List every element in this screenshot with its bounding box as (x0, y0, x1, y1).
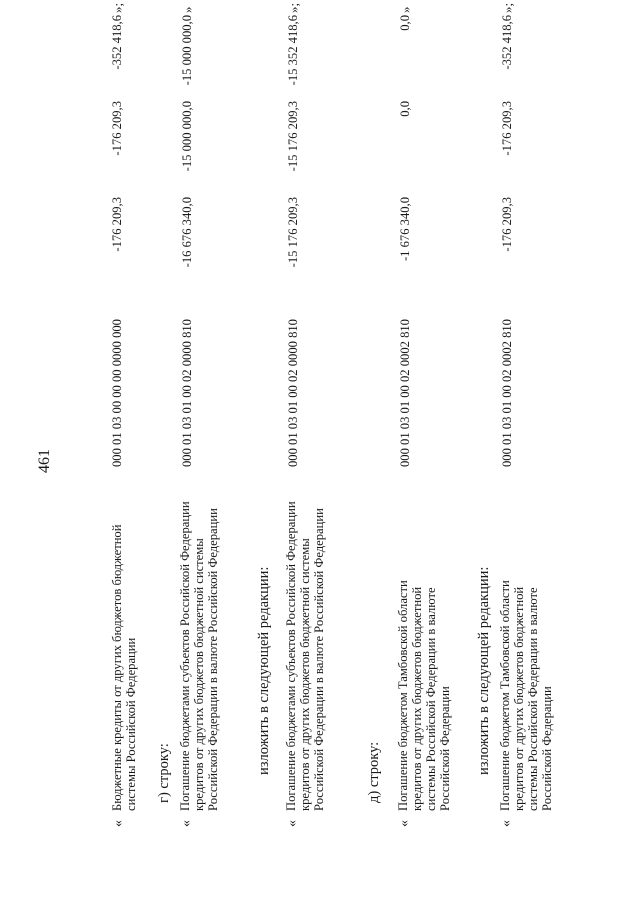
open-quote: « (397, 820, 412, 827)
row-name: Погашение бюджетом Тамбовской области кредитов от других бюджетов бюджетной системы Российской Федерации в валюте Российской Федерации (396, 580, 452, 811)
row-value-1: -1 676 340,0 (398, 197, 412, 262)
row-name: Погашение бюджетами субъектов Российской Федерации кредитов от других бюджетов бюджетной системы Российской Федерации в валюте Российской Федерации (284, 501, 326, 811)
row-code: 000 01 03 01 00 02 0002 810 (500, 319, 514, 467)
close-quote: » (180, 6, 195, 13)
row-code: 000 01 03 01 00 02 0000 810 (286, 319, 300, 467)
row-name: Погашение бюджетами субъектов Российской Федерации кредитов от других бюджетов бюджетной системы Российской Федерации в валюте Российской Федерации (178, 501, 220, 811)
row-value-2: -176 209,3 (110, 101, 124, 156)
section-heading: изложить в следующей редакции: (476, 566, 492, 775)
close-quote: » (398, 6, 413, 13)
row-code: 000 01 03 00 00 00 0000 000 (110, 319, 124, 467)
close-quote: »; (110, 2, 125, 13)
row-value-1: -176 209,3 (500, 197, 514, 252)
row-value-3: -15 352 418,6 (286, 15, 300, 86)
row-value-1: -176 209,3 (110, 197, 124, 252)
open-quote: « (111, 820, 126, 827)
row-value-2: 0,0 (398, 101, 412, 117)
section-heading: изложить в следующей редакции: (256, 566, 272, 775)
row-name: Погашение бюджетом Тамбовской области кредитов от других бюджетов бюджетной системы Российской Федерации в валюте Российской Федерации (498, 580, 554, 811)
open-quote: « (285, 820, 300, 827)
open-quote: « (499, 820, 514, 827)
row-value-2: -176 209,3 (500, 101, 514, 156)
row-value-1: -15 176 209,3 (286, 197, 300, 268)
row-value-2: -15 176 209,3 (286, 101, 300, 172)
row-value-3: -15 000 000,0 (180, 15, 194, 86)
row-code: 000 01 03 01 00 02 0002 810 (398, 319, 412, 467)
row-code: 000 01 03 01 00 02 0000 810 (180, 319, 194, 467)
row-value-3: -352 418,6 (500, 15, 514, 70)
section-heading: г) строку: (156, 743, 172, 803)
close-quote: »; (286, 2, 301, 13)
close-quote: »; (500, 2, 515, 13)
row-value-3: -352 418,6 (110, 15, 124, 70)
section-heading: д) строку: (366, 741, 382, 803)
row-value-1: -16 676 340,0 (180, 197, 194, 268)
row-value-2: -15 000 000,0 (180, 101, 194, 172)
row-name: Бюджетные кредиты от других бюджетов бюджетной системы Российской Федерации (110, 524, 138, 811)
page-number: 461 (36, 449, 53, 473)
row-value-3: 0,0 (398, 15, 412, 31)
open-quote: « (179, 820, 194, 827)
